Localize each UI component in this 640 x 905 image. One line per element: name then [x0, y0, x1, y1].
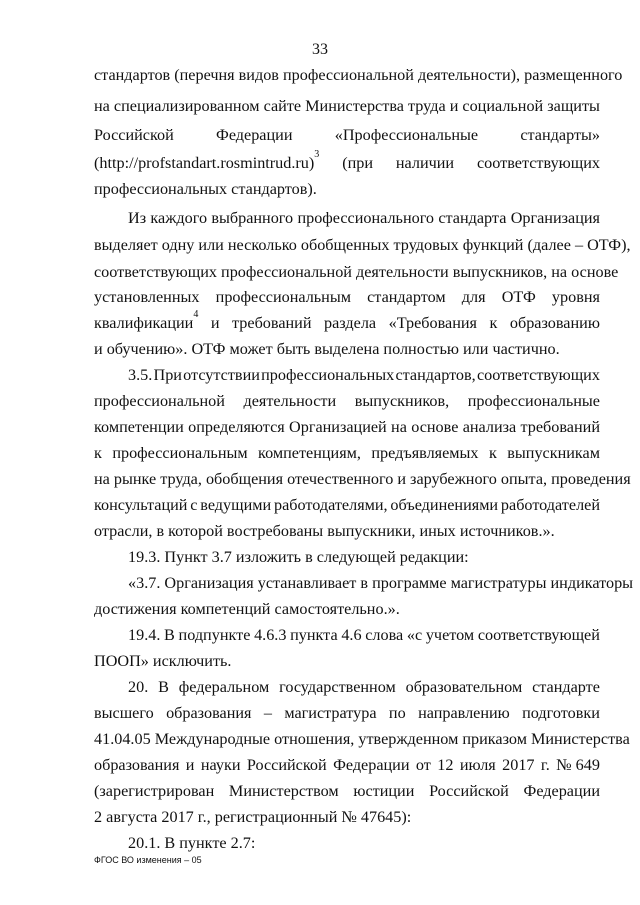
- line-segment: и: [449, 97, 459, 115]
- line-segment: Организацией: [289, 418, 387, 436]
- line-segment: соответствующей: [477, 626, 600, 644]
- line-segment: и: [185, 756, 195, 774]
- line-segment: стандартом: [367, 288, 446, 306]
- line-segment: «Требования: [388, 314, 477, 332]
- line-segment: профессиональным: [215, 288, 351, 306]
- line-segment: образования: [166, 704, 252, 722]
- line-segment: профессиональным: [112, 444, 248, 462]
- text-line: [128, 677, 600, 697]
- line-segment: 20.: [128, 678, 149, 696]
- line-segment: специализированном: [113, 97, 260, 115]
- line-segment: деятельности: [243, 392, 337, 410]
- line-segment: требований: [232, 314, 312, 332]
- line-segment: юстиции: [353, 782, 415, 800]
- text-line: [94, 235, 631, 255]
- text-line: [94, 417, 600, 437]
- line-segment: выпускникам: [507, 444, 600, 462]
- text-line: [94, 469, 631, 489]
- line-segment: Организация: [510, 209, 600, 227]
- footer-note: ФГОС ВО изменения – 05: [94, 855, 202, 865]
- text-line: [128, 625, 600, 645]
- line-segment: на: [391, 418, 407, 436]
- line-segment: квалификации$^4$: [94, 308, 199, 332]
- line-segment: науки: [200, 756, 241, 774]
- line-segment: Российской: [429, 782, 509, 800]
- line-segment: подготовки: [522, 704, 600, 722]
- footnote-marker: 4: [193, 308, 199, 320]
- line-segment: профессиональные: [467, 392, 600, 410]
- line-segment: (зарегистрирован: [94, 782, 215, 800]
- text-line: [94, 308, 600, 333]
- line-segment: выделяет одну или несколько обобщенных трудовых функций (далее – ОТФ),: [94, 236, 631, 254]
- line-segment: уровня: [551, 288, 600, 306]
- line-segment: к: [488, 444, 497, 462]
- line-segment: № 649: [556, 756, 600, 774]
- line-segment: (http://profstandart.rosmintrud.ru)$^3$: [94, 148, 320, 172]
- line-segment: от: [415, 756, 431, 774]
- text-line: [94, 148, 600, 173]
- line-segment: наличии: [395, 154, 455, 172]
- line-segment: 4.6.3: [254, 626, 287, 644]
- line-segment: раздела: [324, 314, 377, 332]
- line-segment: установленных: [94, 288, 200, 306]
- text-line: [128, 365, 600, 385]
- line-segment: сайте: [263, 97, 302, 115]
- line-segment: слова: [365, 626, 404, 644]
- line-segment: направлению: [418, 704, 510, 722]
- text-line: [94, 599, 600, 619]
- line-segment: выбранного: [211, 209, 294, 227]
- line-segment: 2017: [502, 756, 535, 774]
- text-line: [94, 179, 600, 199]
- line-segment: социальной: [462, 97, 544, 115]
- line-segment: стандарта: [438, 209, 507, 227]
- line-segment: 41.04.05 Международные отношения, утвержденном приказом Министерства: [94, 730, 630, 748]
- text-line: [128, 833, 600, 853]
- line-segment: работодателей: [500, 496, 600, 514]
- line-segment: по: [388, 704, 406, 722]
- text-line: [94, 262, 619, 282]
- line-segment: и обучению». ОТФ может быть выделена полностью или частично.: [94, 340, 560, 358]
- line-segment: труда: [407, 97, 446, 115]
- line-segment: основе: [411, 418, 459, 436]
- line-segment: высшего: [94, 704, 154, 722]
- text-line: [94, 65, 623, 85]
- line-segment: консультаций: [94, 496, 188, 514]
- text-line: [94, 96, 600, 116]
- page-number: 33: [312, 41, 328, 58]
- line-segment: Федерации: [216, 126, 293, 144]
- line-segment: июля: [459, 756, 496, 774]
- line-segment: Российской: [94, 126, 174, 144]
- line-segment: достижения компетенций самостоятельно.».: [94, 600, 400, 618]
- line-segment: 19.3. Пункт 3.7 изложить в следующей редакции:: [128, 548, 469, 566]
- line-segment: ПООП» исключить.: [94, 652, 232, 670]
- line-segment: на рынке труда, обобщения отечественного и зарубежного опыта, проведения: [94, 470, 631, 488]
- line-segment: выпускников,: [354, 392, 450, 410]
- line-segment: и: [210, 314, 220, 332]
- line-segment: стандарте: [532, 678, 600, 696]
- line-segment: Федерации: [333, 756, 410, 774]
- line-segment: 3.5.: [128, 366, 153, 384]
- text-line: [94, 651, 600, 671]
- line-segment: ведущими: [200, 496, 272, 514]
- line-segment: подпункте: [178, 626, 251, 644]
- text-line: [94, 703, 600, 723]
- text-line: [128, 573, 634, 593]
- line-segment: г.: [540, 756, 550, 774]
- line-segment: 2 августа 2017 г., регистрационный № 47645):: [94, 808, 412, 826]
- line-segment: компетенциям,: [258, 444, 361, 462]
- text-line: [94, 125, 600, 145]
- line-segment: Министерства: [305, 97, 404, 115]
- line-segment: магистратура: [284, 704, 377, 722]
- line-segment: предъявляемых: [371, 444, 479, 462]
- line-segment: 4.6: [341, 626, 362, 644]
- line-segment: соответствующих профессиональной деятельности выпускников, на основе: [94, 263, 619, 281]
- line-segment: определяются: [188, 418, 285, 436]
- line-segment: стандартов,: [395, 366, 476, 384]
- line-segment: требований: [520, 418, 600, 436]
- line-segment: При: [153, 366, 182, 384]
- text-line: [94, 287, 600, 307]
- line-segment: «с: [406, 626, 423, 644]
- line-segment: «Профессиональные: [334, 126, 479, 144]
- line-segment: отрасли, в которой востребованы выпускники, иных источников.».: [94, 522, 555, 540]
- line-segment: образовательном: [405, 678, 523, 696]
- line-segment: В: [164, 626, 175, 644]
- line-segment: (при: [342, 154, 373, 172]
- line-segment: к: [489, 314, 498, 332]
- line-segment: стандартов (перечня видов профессиональной деятельности), размещенного: [94, 66, 623, 84]
- line-segment: образования: [94, 756, 180, 774]
- text-line: [94, 729, 630, 749]
- line-segment: Федерации: [523, 782, 600, 800]
- line-segment: к: [94, 444, 102, 462]
- text-line: [94, 781, 600, 801]
- line-segment: соответствующих: [476, 366, 600, 384]
- line-segment: отсутствии: [183, 366, 260, 384]
- text-line: [128, 547, 600, 567]
- text-line: [94, 391, 600, 411]
- line-segment: образованию: [509, 314, 600, 332]
- line-segment: с: [190, 496, 198, 514]
- line-segment: компетенции: [94, 418, 184, 436]
- line-segment: стандарты»: [520, 126, 600, 144]
- line-segment: профессиональной: [94, 392, 225, 410]
- line-segment: Из: [128, 209, 147, 227]
- line-segment: пункта: [290, 626, 338, 644]
- line-segment: объединениями: [390, 496, 499, 514]
- line-segment: ОТФ: [501, 288, 536, 306]
- text-line: [94, 755, 600, 775]
- line-segment: на: [94, 97, 110, 115]
- line-segment: федеральном: [178, 678, 270, 696]
- text-line: [94, 339, 600, 359]
- line-segment: профессионального: [297, 209, 435, 227]
- footnote-marker: 3: [314, 148, 320, 160]
- text-line: [94, 807, 600, 827]
- line-segment: 19.4.: [128, 626, 161, 644]
- line-segment: Российской: [246, 756, 327, 774]
- line-segment: каждого: [150, 209, 208, 227]
- line-segment: 12: [437, 756, 454, 774]
- line-segment: –: [263, 704, 272, 722]
- line-segment: «3.7. Организация устанавливает в программе магистратуры индикаторы: [128, 574, 634, 592]
- line-segment: защиты: [547, 97, 600, 115]
- line-segment: учетом: [425, 626, 475, 644]
- line-segment: 20.1. В пункте 2.7:: [128, 834, 256, 852]
- text-line: [94, 443, 600, 463]
- line-segment: Министерством: [228, 782, 339, 800]
- line-segment: В: [158, 678, 169, 696]
- line-segment: соответствующих: [476, 154, 600, 172]
- text-line: [94, 495, 600, 515]
- text-line: [128, 208, 600, 228]
- line-segment: государственном: [279, 678, 396, 696]
- line-segment: для: [461, 288, 486, 306]
- line-segment: работодателями,: [273, 496, 388, 514]
- line-segment: профессиональных: [261, 366, 395, 384]
- text-line: [94, 521, 600, 541]
- line-segment: профессиональных стандартов).: [94, 180, 317, 198]
- line-segment: анализа: [462, 418, 517, 436]
